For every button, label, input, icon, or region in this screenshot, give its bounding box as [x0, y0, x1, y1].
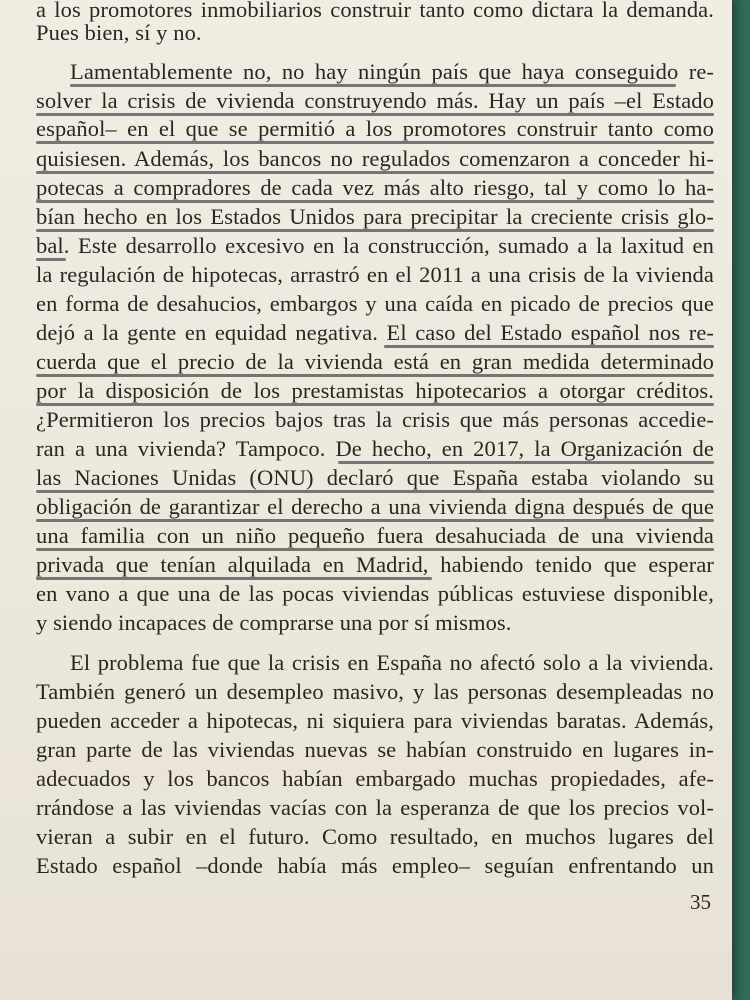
text-line: en forma de desahucios, embargos y una caída en picado de precios que: [36, 291, 714, 316]
text-line: y siendo incapaces de comprarse una por sí mismos.: [36, 610, 512, 635]
page-number: 35: [690, 890, 711, 914]
text-line: gran parte de las viviendas nuevas se habían construido en lugares in-: [36, 737, 714, 762]
text-line: las Naciones Unidas (ONU) declaró que España estaba violando su: [36, 465, 714, 490]
text-line: vieran a subir en el futuro. Como resultado, en muchos lugares del: [36, 824, 714, 849]
text-line: El problema fue que la crisis en España no afectó solo a la vivienda.: [70, 650, 714, 675]
text-line: quisiesen. Además, los bancos no regulados comenzaron a conceder hi-: [36, 146, 714, 171]
text-line: También generó un desempleo masivo, y las personas desempleadas no: [36, 679, 714, 704]
text-line: en vano a que una de las pocas viviendas públicas estuviese disponible,: [36, 581, 714, 606]
text-line: pueden acceder a hipotecas, ni siquiera para viviendas baratas. Además,: [36, 708, 714, 733]
text-line: la regulación de hipotecas, arrastró en el 2011 a una crisis de la vivienda: [36, 262, 714, 287]
text-line: por la disposición de los prestamistas hipotecarios a otorgar créditos.: [36, 378, 714, 403]
text-line: bal. Este desarrollo excesivo en la construcción, sumado a la laxitud en: [36, 233, 714, 258]
text-line: adecuados y los bancos habían embargado muchas propiedades, afe-: [36, 766, 714, 791]
text-line: privada que tenían alquilada en Madrid, habiendo tenido que esperar: [36, 552, 714, 577]
text-line: rrándose a las viviendas vacías con la esperanza de que los precios vol-: [36, 795, 714, 820]
text-line: potecas a compradores de cada vez más alto riesgo, tal y como lo ha-: [36, 175, 714, 200]
text-line: una familia con un niño pequeño fuera desahuciada de una vivienda: [36, 523, 714, 548]
text-line: ran a una vivienda? Tampoco. De hecho, en 2017, la Organización de: [36, 436, 714, 461]
text-line: Estado español –donde había más empleo– seguían enfrentando un: [36, 853, 714, 878]
text-line: ¿Permitieron los precios bajos tras la crisis que más personas accedie-: [36, 407, 714, 432]
text-line: cuerda que el precio de la vivienda está en gran medida determinado: [36, 349, 714, 374]
text-line: dejó a la gente en equidad negativa. El caso del Estado español nos re-: [36, 320, 714, 345]
text-line: Lamentablemente no, no hay ningún país que haya conseguido re-: [70, 59, 714, 84]
text-line: solver la crisis de vivienda construyendo más. Hay un país –el Estado: [36, 88, 714, 113]
text-line: español– en el que se permitió a los promotores construir tanto como: [36, 116, 714, 141]
text-line: bían hecho en los Estados Unidos para precipitar la creciente crisis glo-: [36, 204, 714, 229]
text-line: Pues bien, sí y no.: [36, 20, 202, 45]
text-line: a los promotores inmobiliarios construir tanto como dictara la demanda.: [36, 0, 714, 22]
text-line: obligación de garantizar el derecho a una vivienda digna después de que: [36, 494, 714, 519]
